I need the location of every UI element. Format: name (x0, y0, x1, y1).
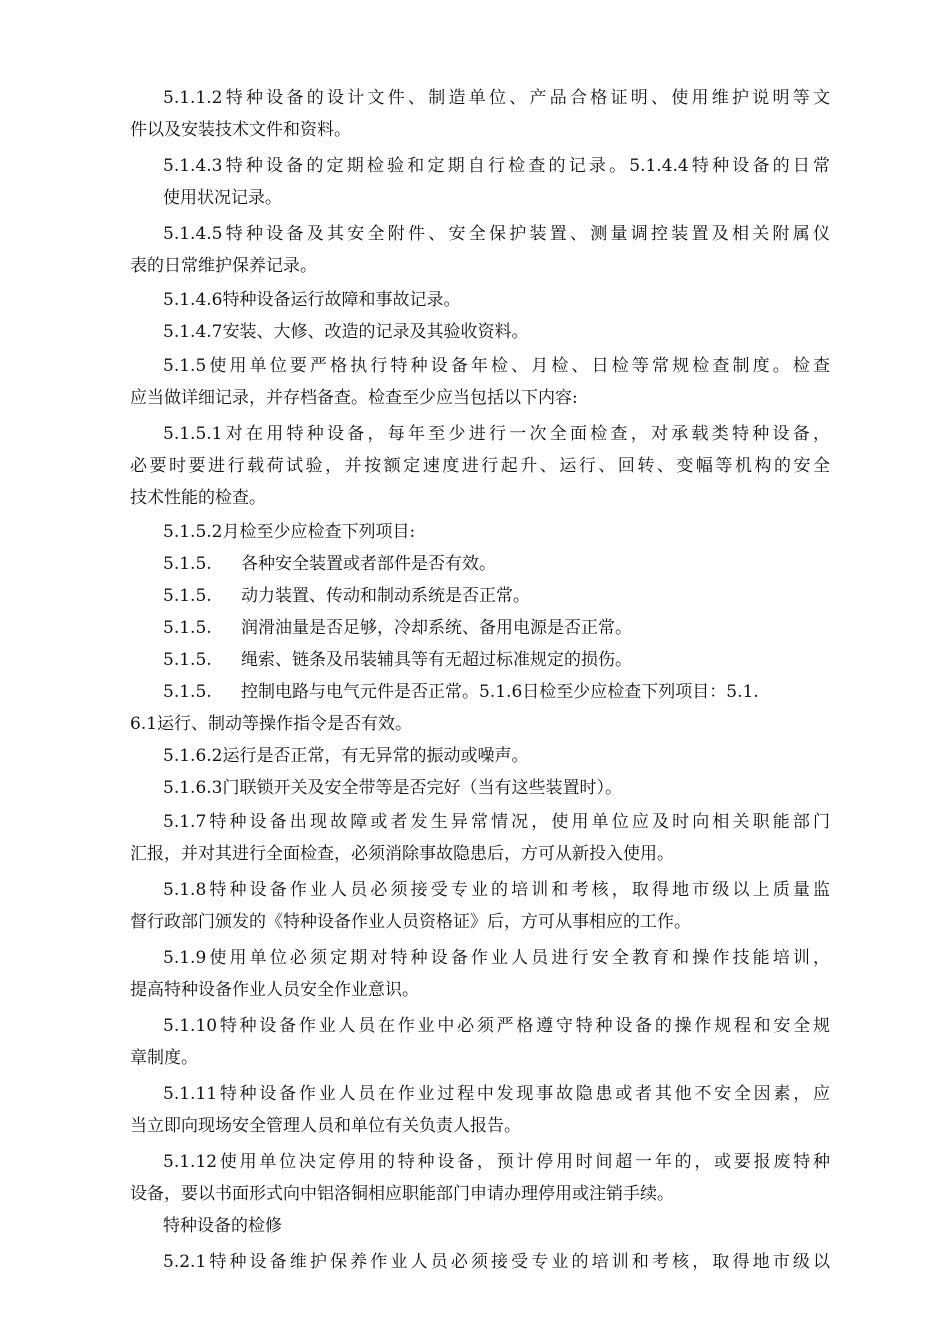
paragraph-line: 5.1.4.7安装、大修、改造的记录及其验收资料。 (163, 322, 529, 342)
paragraph-line: 督行政部门颁发的《特种设备作业人员资格证》后，方可从事相应的工作。 (130, 912, 691, 932)
paragraph-line: 5.1.7特种设备出现故障或者发生异常情况，使用单位应及时向相关职能部门 (163, 812, 830, 832)
paragraph-line: 当立即向现场安全管理人员和单位有关负责人报告。 (130, 1116, 521, 1136)
paragraph-line: 必要时要进行载荷试验，并按额定速度进行起升、运行、回转、变幅等机构的安全 (130, 456, 830, 476)
paragraph-line: 5.1.5.2月检至少应检查下列项目: (163, 522, 416, 542)
section-heading: 特种设备的检修 (163, 1216, 282, 1236)
paragraph-line: 件以及安装技术文件和资料。 (130, 120, 351, 140)
paragraph-line: 5.1.1.2特种设备的设计文件、制造单位、产品合格证明、使用维护说明等文 (163, 88, 830, 108)
check-item-number: 5.1.5. (163, 554, 212, 574)
paragraph-line: 5.1.8特种设备作业人员必须接受专业的培训和考核，取得地市级以上质量监 (163, 880, 830, 900)
paragraph-line: 提高特种设备作业人员安全作业意识。 (130, 980, 419, 1000)
check-item (130, 644, 830, 676)
check-item-text: 控制电路与电气元件是否正常。5.1.6日检至少应检查下列项目：5.1. (241, 682, 759, 702)
paragraph-line: 5.1.11特种设备作业人员在作业过程中发现事故隐患或者其他不安全因素，应 (163, 1084, 830, 1104)
paragraph-line: 6.1运行、制动等操作指令是否有效。 (130, 714, 413, 734)
paragraph-line: 应当做详细记录，并存档备查。检查至少应当包括以下内容: (130, 388, 578, 408)
paragraph-line: 设备，要以书面形式向中铝洛铜相应职能部门申请办理停用或注销手续。 (130, 1184, 674, 1204)
check-item (130, 612, 830, 644)
paragraph-line: 5.1.10特种设备作业人员在作业中必须严格遵守特种设备的操作规程和安全规 (163, 1016, 830, 1036)
paragraph-line: 技术性能的检查。 (130, 488, 266, 508)
paragraph-line: 5.1.9使用单位必须定期对特种设备作业人员进行安全教育和操作技能培训， (163, 948, 830, 968)
check-item (130, 580, 830, 612)
check-item-text: 动力装置、传动和制动系统是否正常。 (241, 586, 530, 606)
check-item-number: 5.1.5. (163, 650, 212, 670)
paragraph-line: 汇报，并对其进行全面检查，必须消除事故隐患后，方可从新投入使用。 (130, 844, 674, 864)
paragraph-line: 5.1.4.5特种设备及其安全附件、安全保护装置、测量调控装置及相关附属仪 (163, 224, 830, 244)
check-item-text: 润滑油量是否足够，冷却系统、备用电源是否正常。 (241, 618, 632, 638)
paragraph-line: 使用状况记录。 (163, 188, 282, 208)
paragraph-line: 5.1.5.1对在用特种设备，每年至少进行一次全面检查，对承载类特种设备， (163, 424, 830, 444)
paragraph-line: 5.2.1特种设备维护保养作业人员必须接受专业的培训和考核，取得地市级以 (163, 1252, 830, 1272)
paragraph-line: 表的日常维护保养记录。 (130, 256, 317, 276)
check-item-number: 5.1.5. (163, 618, 212, 638)
paragraph-line: 5.1.6.3门联锁开关及安全带等是否完好（当有这些装置时）。 (163, 778, 622, 798)
paragraph-line: 5.1.5使用单位要严格执行特种设备年检、月检、日检等常规检查制度。检查 (163, 356, 830, 376)
paragraph-line: 5.1.4.6特种设备运行故障和事故记录。 (163, 290, 461, 310)
paragraph-line: 章制度。 (130, 1048, 198, 1068)
check-item-number: 5.1.5. (163, 586, 212, 606)
check-item-number: 5.1.5. (163, 682, 212, 702)
check-item (130, 548, 830, 580)
check-item-text: 各种安全装置或者部件是否有效。 (241, 554, 496, 574)
check-item (130, 676, 830, 708)
paragraph-line: 5.1.4.3特种设备的定期检验和定期自行检查的记录。5.1.4.4特种设备的日常 (163, 156, 830, 176)
check-item-text: 绳索、链条及吊装辅具等有无超过标准规定的损伤。 (241, 650, 632, 670)
paragraph-line: 5.1.12使用单位决定停用的特种设备，预计停用时间超一年的，或要报废特种 (163, 1152, 830, 1172)
paragraph-line: 5.1.6.2运行是否正常，有无异常的振动或噪声。 (163, 746, 529, 766)
